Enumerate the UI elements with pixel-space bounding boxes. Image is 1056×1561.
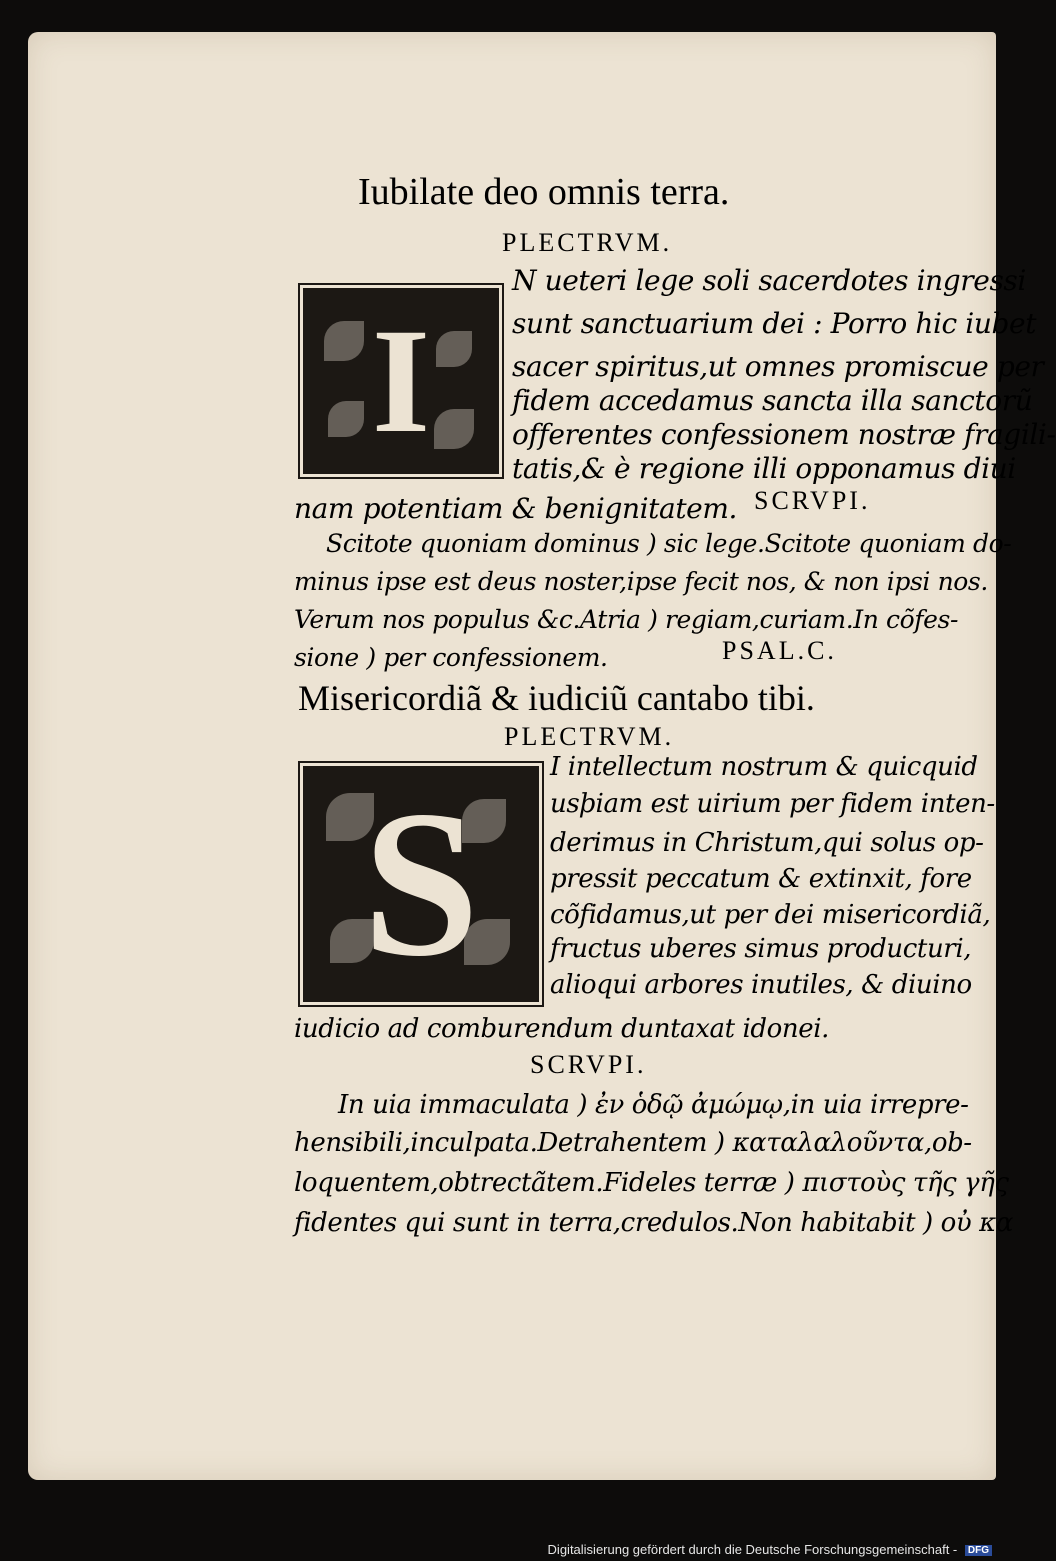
text-line: alioqui arbores inutiles, & diuino	[550, 970, 972, 1000]
text-line: sione ) per confessionem.	[294, 643, 608, 672]
text-line: pressit peccatum & extinxit, fore	[550, 864, 972, 894]
text-line: minus ipse est deus noster,ipse fecit nos, & non ipsi nos.	[294, 567, 988, 596]
text-line: iudicio ad comburendum duntaxat idonei.	[294, 1014, 830, 1044]
decorated-initial-s	[303, 766, 539, 1002]
text-line: Scitote quoniam dominus ) sic lege.Scitote quoniam do-	[326, 529, 1012, 558]
text-line: nam potentiam & benignitatem.	[294, 492, 738, 525]
decorated-initial-i	[303, 288, 499, 474]
text-line: N ueteri lege soli sacerdotes ingressi	[512, 264, 1026, 297]
text-line: derimus in Christum,qui solus op-	[550, 828, 984, 858]
dfg-logo-icon: DFG	[965, 1545, 992, 1556]
section-label: PLECTRVM.	[502, 228, 673, 257]
footer-text: Digitalisierung gefördert durch die Deutsche Forschungsgemeinschaft -	[547, 1542, 958, 1557]
text-line: fidentes qui sunt in terra,credulos.Non habitabit ) οὐ κα	[294, 1208, 1013, 1238]
section-label: PLECTRVM.	[504, 722, 675, 751]
section-label: SCRVPI.	[754, 486, 871, 515]
text-line: Verum nos populus &c.Atria ) regiam,curiam.In cõfes-	[294, 605, 958, 634]
text-line: loquentem,obtrectãtem.Fideles terræ ) πιστοὺς τῆς γῆς	[294, 1168, 1009, 1198]
text-line: usþiam est uirium per fidem inten-	[550, 789, 995, 819]
book-page	[28, 32, 1056, 1480]
text-line: cõfidamus,ut per dei misericordiã,	[550, 900, 991, 930]
section-label: PSAL.C.	[722, 636, 837, 665]
text-line: In uia immaculata ) ἐν ὁδῷ ἀμώμῳ,in uia irrepre-	[338, 1090, 969, 1120]
text-line: tatis,& è regione illi opponamus diui	[512, 452, 1016, 485]
initial-letter: I	[371, 298, 431, 464]
psalm-heading: Iubilate deo omnis terra.	[358, 171, 730, 213]
footer-credit	[548, 1542, 992, 1557]
initial-letter: S	[362, 767, 480, 1000]
psalm-heading: Misericordiã & iudiciũ cantabo tibi.	[298, 678, 815, 718]
text-line: fidem accedamus sancta illa sanctorũ	[512, 384, 1033, 417]
section-label: SCRVPI.	[530, 1050, 647, 1079]
text-line: offerentes confessionem nostræ fragili-	[512, 418, 1056, 451]
text-line: fructus uberes simus producturi,	[550, 934, 972, 964]
text-line: sunt sanctuarium dei : Porro hic iubet	[512, 307, 1037, 340]
text-line: hensibili,inculpata.Detrahentem ) καταλαλοῦντα,ob-	[294, 1128, 972, 1158]
text-line: sacer spiritus,ut omnes promiscue per	[512, 350, 1044, 383]
text-line: I intellectum nostrum & quicquid	[550, 752, 978, 782]
